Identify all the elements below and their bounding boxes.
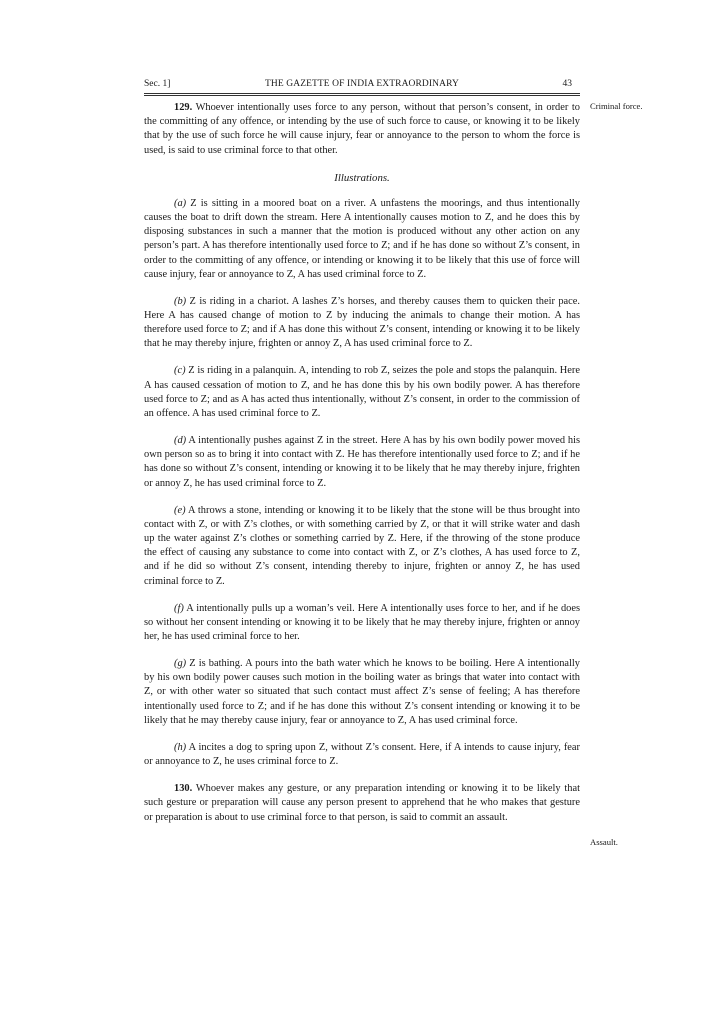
page-header bbox=[144, 79, 580, 93]
illustration-text: A throws a stone, intending or knowing it to be likely that the stone will be thus brought into contact with Z, or with Z’s clothes, or with something carried by Z, or that it will strike water and dash up the water against Z’s clothes or something carried by Z. Here, if the throwing of the stone produce the effect of causing any substance to come into contact with Z, or Z’s clothes, A has used force to Z, and if he did so without Z’s consent, intending thereby to injure, frighten or annoy Z, he has used criminal force to Z. bbox=[144, 504, 580, 587]
illustration-label: (c) bbox=[174, 365, 186, 377]
illustration-text: A intentionally pulls up a woman’s veil. Here A intentionally uses force to her, and if he does so without her consent intending or knowing it to be likely that he may thereby injure, frighten or annoy her, he has used criminal force to her. bbox=[144, 602, 580, 643]
page-number: 43 bbox=[562, 79, 572, 89]
section-130 bbox=[144, 782, 580, 825]
illustration-label: (g) bbox=[174, 658, 187, 670]
illustration-a bbox=[144, 197, 580, 282]
illustration-label: (b) bbox=[174, 295, 187, 307]
section-129 bbox=[144, 101, 580, 158]
illustration-label: (h) bbox=[174, 741, 187, 753]
document-body bbox=[144, 101, 580, 838]
illustration-d bbox=[144, 434, 580, 491]
section-reference: Sec. 1] bbox=[144, 79, 171, 89]
section-text: Whoever intentionally uses force to any person, without that person’s consent, in order to the committing of any offence, or intending by the use of such force to cause, or knowing it to be likely that by the use of such force he will cause injury, fear or annoyance to the person to whom the force is used, is said to use criminal force to that other. bbox=[144, 102, 580, 156]
illustration-text: A incites a dog to spring upon Z, without Z’s consent. Here, if A intends to cause injury, fear or annoyance to Z, he uses criminal force to Z. bbox=[144, 741, 580, 768]
illustrations-heading: Illustrations. bbox=[334, 171, 390, 184]
illustration-label: (a) bbox=[174, 197, 187, 209]
margin-note-criminal-force: Criminal force. bbox=[590, 101, 643, 111]
gazette-title: THE GAZETTE OF INDIA EXTRAORDINARY bbox=[265, 79, 459, 89]
illustration-g bbox=[144, 657, 580, 728]
margin-note-assault: Assault. bbox=[590, 837, 618, 847]
illustration-label: (d) bbox=[174, 435, 187, 447]
section-number: 130. bbox=[174, 783, 193, 795]
illustration-text: Z is riding in a chariot. A lashes Z’s horses, and thereby causes them to quicken their pace. Here A has caused change of motion to Z by inducing the animals to change their motion. A has therefore used force to Z; and if A has done this without Z’s consent, intending or knowing it to be likely that he may thereby injure, frighten or annoy Z, A has used criminal force to Z. bbox=[144, 295, 580, 350]
section-number: 129. bbox=[174, 102, 193, 113]
illustration-c bbox=[144, 364, 580, 421]
illustration-h bbox=[144, 741, 580, 769]
illustration-label: (e) bbox=[174, 504, 186, 516]
illustration-f bbox=[144, 602, 580, 645]
illustration-text: Z is bathing. A pours into the bath water which he knows to be boiling. Here A intentionally by his own bodily power causes such motion in the boiling water as brings that water into contact with Z, or with other water so situated that such contact must affect Z’s sense of feeling; A has therefore intentionally used force to Z; and if he has done this without Z’s consent intending or knowing it to be likely that he may thereby cause injury, fear or annoyance to Z, A has used criminal force. bbox=[144, 658, 580, 726]
header-rule bbox=[144, 93, 580, 96]
illustration-b bbox=[144, 295, 580, 352]
illustration-text: Z is riding in a palanquin. A, intending to rob Z, seizes the pole and stops the palanquin. Here A has caused cessation of motion to Z, and he has done this by his own bodily power. A has therefore used force to Z; and as A has acted thus intentionally, without Z’s consent, in order to the commission of an offence. A has used criminal force to Z. bbox=[144, 365, 580, 420]
section-text: Whoever makes any gesture, or any preparation intending or knowing it to be likely that such gesture or preparation will cause any person present to apprehend that he who makes that gesture or preparation is about to use criminal force to that person, is said to commit an assault. bbox=[144, 783, 580, 823]
illustration-e bbox=[144, 504, 580, 589]
illustration-label: (f) bbox=[174, 602, 184, 614]
illustration-text: Z is sitting in a moored boat on a river. A unfastens the moorings, and thus intentionally causes the boat to drift down the stream. Here A intentionally causes motion to Z, and he does this by disposing substances in such a manner that the motion is produced without any other action on any person’s part. A has therefore intentionally used force to Z; and if he has done so without Z’s consent, in order to the committing of any offence, or intending or knowing it to be likely that this use of force will cause injury, fear or annoyance to Z, A has used criminal force to Z. bbox=[144, 197, 580, 280]
illustration-text: A intentionally pushes against Z in the street. Here A has by his own bodily power moved his own person so as to bring it into contact with Z. He has therefore intentionally used force to Z; and if he has done so without Z’s consent, intending or knowing it to be likely that he may thereby injure, frighten or annoy Z, he has used criminal force to Z. bbox=[144, 435, 580, 489]
